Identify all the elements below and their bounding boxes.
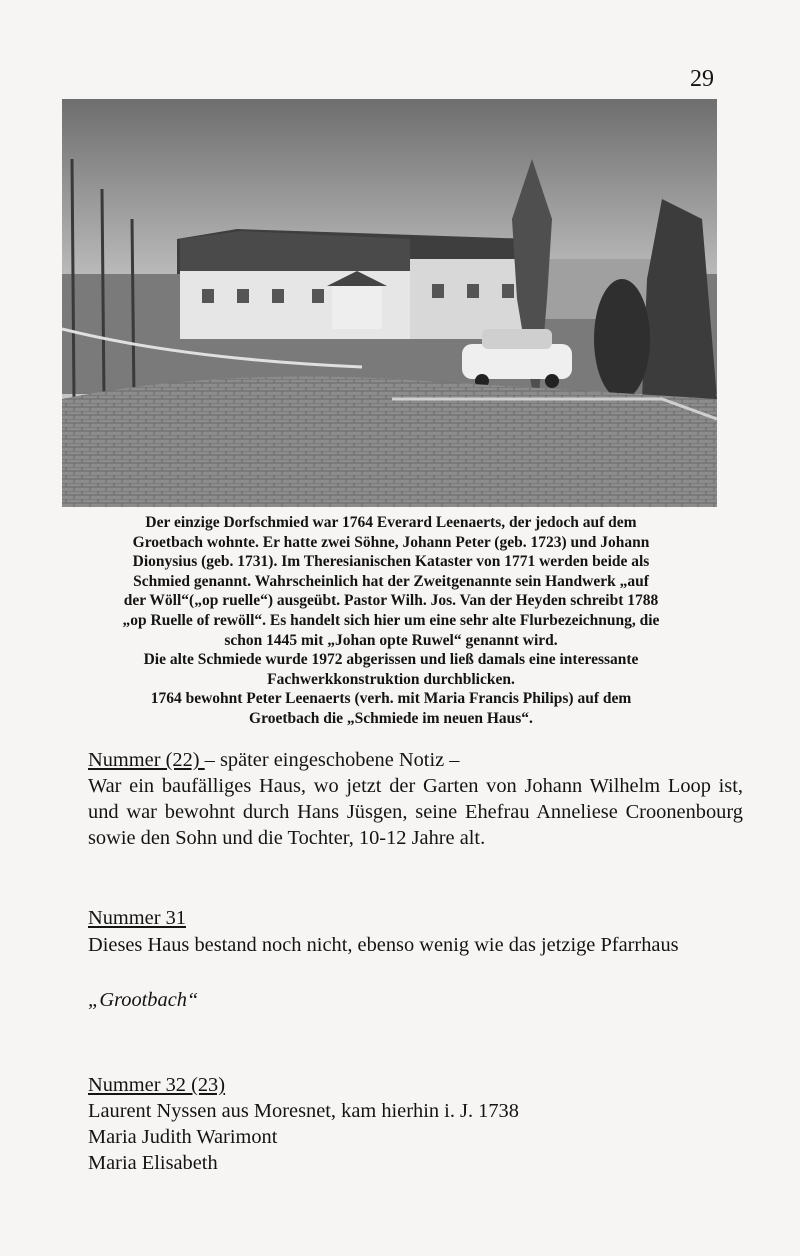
caption-line: Groetbach wohnte. Er hatte zwei Söhne, Johann Peter (geb. 1723) und Johann — [132, 533, 650, 551]
caption-line: „op Ruelle of rewöll“. Es handelt sich hier um eine sehr alte Flurbezeichnung, die — [122, 611, 660, 629]
caption-line: schon 1445 mit „Johan opte Ruwel“ genannt wird. — [224, 631, 558, 649]
nummer-32-line: Maria Elisabeth — [88, 1152, 218, 1174]
caption-line: Schmied genannt. Wahrscheinlich hat der Zweitgenannte sein Handwerk „auf — [133, 572, 649, 590]
caption-line: Groetbach die „Schmiede im neuen Haus“. — [249, 709, 533, 727]
caption-line: Der einzige Dorfschmied war 1764 Everard Leenaerts, der jedoch auf dem — [145, 514, 637, 531]
caption-line: 1764 bewohnt Peter Leenaerts (verh. mit Maria Francis Philips) auf dem — [150, 690, 632, 708]
photo-caption — [66, 513, 716, 729]
grootbach-heading: „Grootbach“ — [88, 989, 199, 1011]
nummer-31-text: Dieses Haus bestand noch nicht, ebenso wenig wie das jetzige Pfarrhaus — [88, 934, 679, 956]
caption-line: Dionysius (geb. 1731). Im Theresianischen Kataster von 1771 werden beide als — [132, 553, 650, 571]
section-nummer-22-heading — [88, 747, 743, 773]
photo-icon — [62, 99, 717, 507]
village-photo — [62, 99, 717, 507]
nummer-22-text: War ein baufälliges Haus, wo jetzt der Garten von Johann Wilhelm Loop ist, und war bewohnt durch Hans Jüsgen, seine Ehefrau Anneliese Croonenbourg sowie den Sohn und die Tochter, 10-12 Jahre alt. — [88, 775, 743, 849]
nummer-32-heading: Nummer 32 (23) — [88, 1074, 226, 1096]
nummer-22-heading: Nummer (22) — [88, 749, 205, 771]
caption-line: Fachwerkkonstruktion durchblicken. — [267, 670, 515, 688]
nummer-22-note: – später eingeschobene Notiz – — [204, 749, 460, 771]
nummer-32-line: Laurent Nyssen aus Moresnet, kam hierhin i. J. 1738 — [88, 1100, 519, 1122]
caption-line: Die alte Schmiede wurde 1972 abgerissen und ließ damals eine interessante — [143, 651, 639, 669]
page-number: 29 — [690, 66, 714, 92]
nummer-32-line: Maria Judith Warimont — [88, 1126, 278, 1148]
nummer-31-heading: Nummer 31 — [88, 907, 186, 929]
caption-line: der Wöll“(„op ruelle“) ausgeübt. Pastor Wilh. Jos. Van der Heyden schreibt 1788 — [123, 592, 659, 610]
